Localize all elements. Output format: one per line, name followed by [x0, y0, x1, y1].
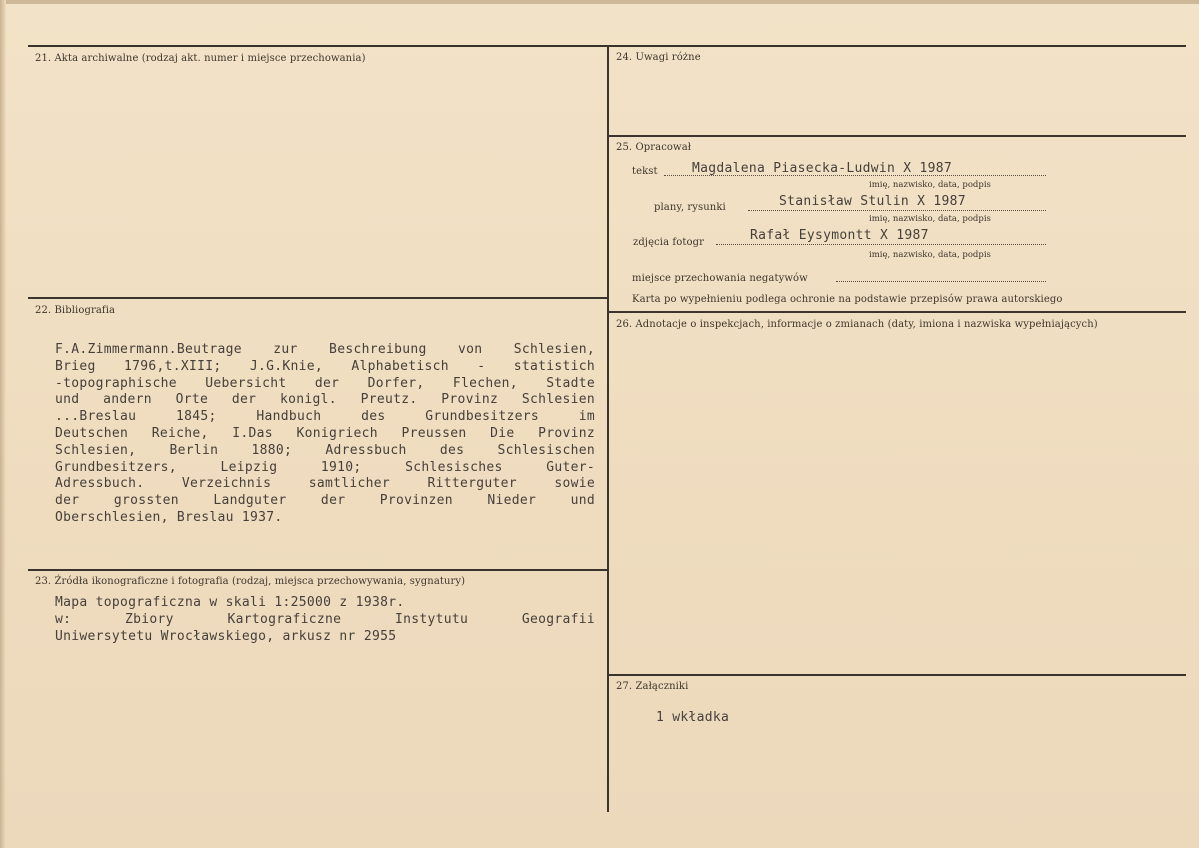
plany-label: plany, rysunki [654, 202, 726, 213]
miejsce-label: miejsce przechowania negatywów [632, 273, 808, 284]
plany-caption: imię, nazwisko, data, podpis [869, 214, 991, 224]
bibliography-line: Oberschlesien, Breslau 1937. [55, 509, 283, 525]
divider-24-25 [608, 135, 1186, 137]
iconography-line: Uniwersytetu Wrocławskiego, arkusz nr 2955 [55, 628, 397, 644]
bibliography-line: ...Breslau 1845; Handbuch des Grundbesitzers im [55, 409, 595, 425]
divider-22-23 [28, 569, 608, 571]
iconography-line: Mapa topograficzna w skali 1:25000 z 1938r. [55, 595, 405, 610]
bibliography-line: F.A.Zimmermann.Beutrage zur Beschreibung von Schlesien, [55, 342, 595, 357]
zdjecia-caption: imię, nazwisko, data, podpis [869, 250, 991, 260]
plany-value: Stanisław Stulin X 1987 [779, 194, 966, 209]
section-26-label: 26. Adnotacje o inspekcjach, informacje o zmianach (daty, imiona i nazwiska wypełniających) [616, 319, 1098, 330]
bibliography-line: Brieg 1796,t.XIII; J.G.Knie, Alphabetisch - statistich [55, 358, 595, 374]
divider-25-26 [608, 311, 1186, 313]
miejsce-dotted-line [836, 281, 1046, 282]
zdjecia-label: zdjęcia fotogr [633, 237, 704, 248]
section-22-label: 22. Bibliografia [35, 305, 116, 316]
section-21-label: 21. Akta archiwalne (rodzaj akt. numer i miejsce przechowania) [35, 53, 366, 64]
iconography-line: w: Zbiory Kartograficzne Instytutu Geografii [55, 611, 595, 627]
section-25-label: 25. Opracował [616, 142, 692, 153]
bibliography-text [55, 342, 595, 527]
section-24-label: 24. Uwagi różne [616, 52, 701, 63]
bibliography-line: der grossten Landguter der Provinzen Nieder und [55, 493, 595, 509]
bibliography-line: -topographische Uebersicht der Dorfer, Flechen, Stadte [55, 375, 595, 391]
tekst-value: Magdalena Piasecka-Ludwin X 1987 [692, 161, 953, 176]
tekst-caption: imię, nazwisko, data, podpis [869, 180, 991, 190]
card-left-edge [0, 0, 6, 848]
tekst-label: tekst [632, 166, 658, 177]
section-23-label: 23. Źródła ikonograficzne i fotografia (rodzaj, miejsca przechowywania, sygnatury) [35, 576, 466, 587]
bibliography-line: Adressbuch. Verzeichnis samtlicher Ritterguter sowie [55, 476, 595, 492]
plany-dotted-line [748, 210, 1046, 211]
attachment-value: 1 wkładka [656, 710, 730, 725]
iconography-text [55, 595, 595, 645]
divider-26-27 [608, 674, 1186, 676]
divider-21-22 [28, 297, 608, 299]
divider-vertical [607, 45, 609, 812]
zdjecia-dotted-line [716, 244, 1046, 245]
bibliography-line: Schlesien, Berlin 1880; Adressbuch des Schlesischen [55, 442, 595, 458]
section-27-label: 27. Załączniki [616, 681, 689, 692]
copyright-note: Karta po wypełnieniu podlega ochronie na podstawie przepisów prawa autorskiego [632, 294, 1063, 305]
card-top-edge [0, 0, 1199, 4]
bibliography-line: und andern Orte der konigl. Preutz. Provinz Schlesien [55, 392, 595, 408]
bibliography-line: Deutschen Reiche, I.Das Konigriech Preussen Die Provinz [55, 425, 595, 441]
bibliography-line: Grundbesitzers, Leipzig 1910; Schlesisches Guter- [55, 459, 595, 475]
zdjecia-value: Rafał Eysymontt X 1987 [750, 228, 929, 243]
